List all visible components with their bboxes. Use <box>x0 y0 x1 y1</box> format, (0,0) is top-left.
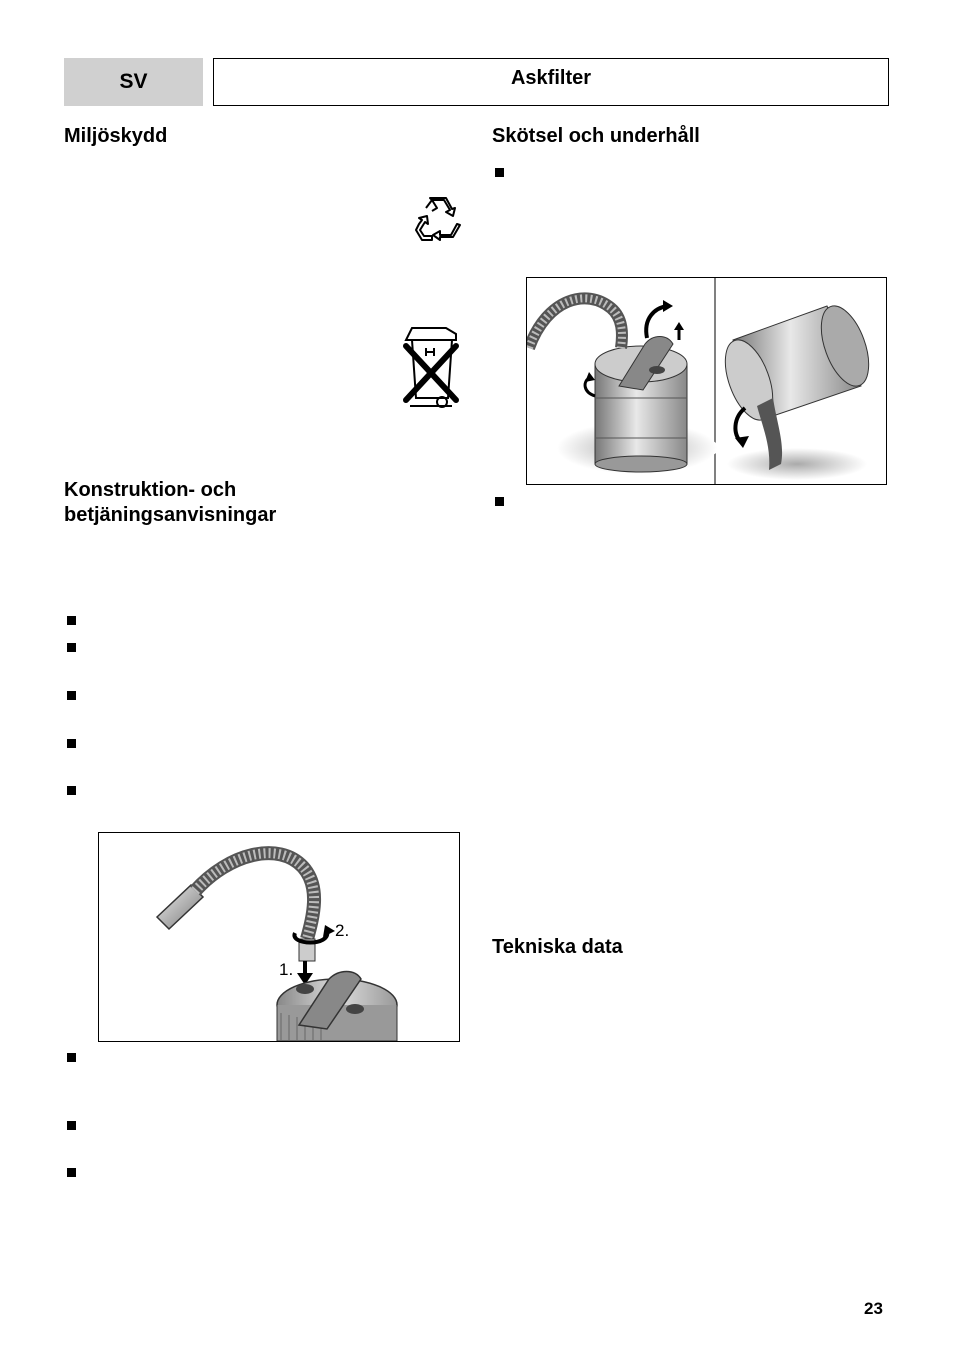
heading-konstruktion-line2: betjäningsanvisningar <box>64 504 277 526</box>
step-2-label: 2. <box>335 921 350 940</box>
language-code: SV <box>119 70 148 93</box>
bullet-marker <box>67 691 76 700</box>
bullet-marker <box>67 1053 76 1062</box>
hose-assembly-figure <box>98 832 460 1042</box>
page-number: 23 <box>864 1299 883 1318</box>
heading-skotsel: Skötsel och underhåll <box>492 125 700 147</box>
bullet-marker <box>495 168 504 177</box>
bullet-marker <box>67 616 76 625</box>
page-title-box <box>213 58 889 106</box>
bullet-marker <box>67 1121 76 1130</box>
heading-tekniska-data: Tekniska data <box>492 936 623 958</box>
language-badge <box>64 58 203 106</box>
page-title: Askfilter <box>510 67 592 89</box>
crossed-out-bin-icon <box>398 322 464 412</box>
bullet-marker <box>67 643 76 652</box>
bullet-marker <box>67 739 76 748</box>
container-emptying-figure <box>526 277 887 485</box>
bullet-marker <box>495 497 504 506</box>
bullet-marker <box>67 786 76 795</box>
heading-konstruktion-line1: Konstruktion- och <box>64 479 237 501</box>
heading-miljoskydd: Miljöskydd <box>64 125 168 147</box>
heading-konstruktion <box>64 478 404 528</box>
recycling-icon <box>412 194 464 246</box>
step-1-label: 1. <box>279 960 294 979</box>
bullet-marker <box>67 1168 76 1177</box>
